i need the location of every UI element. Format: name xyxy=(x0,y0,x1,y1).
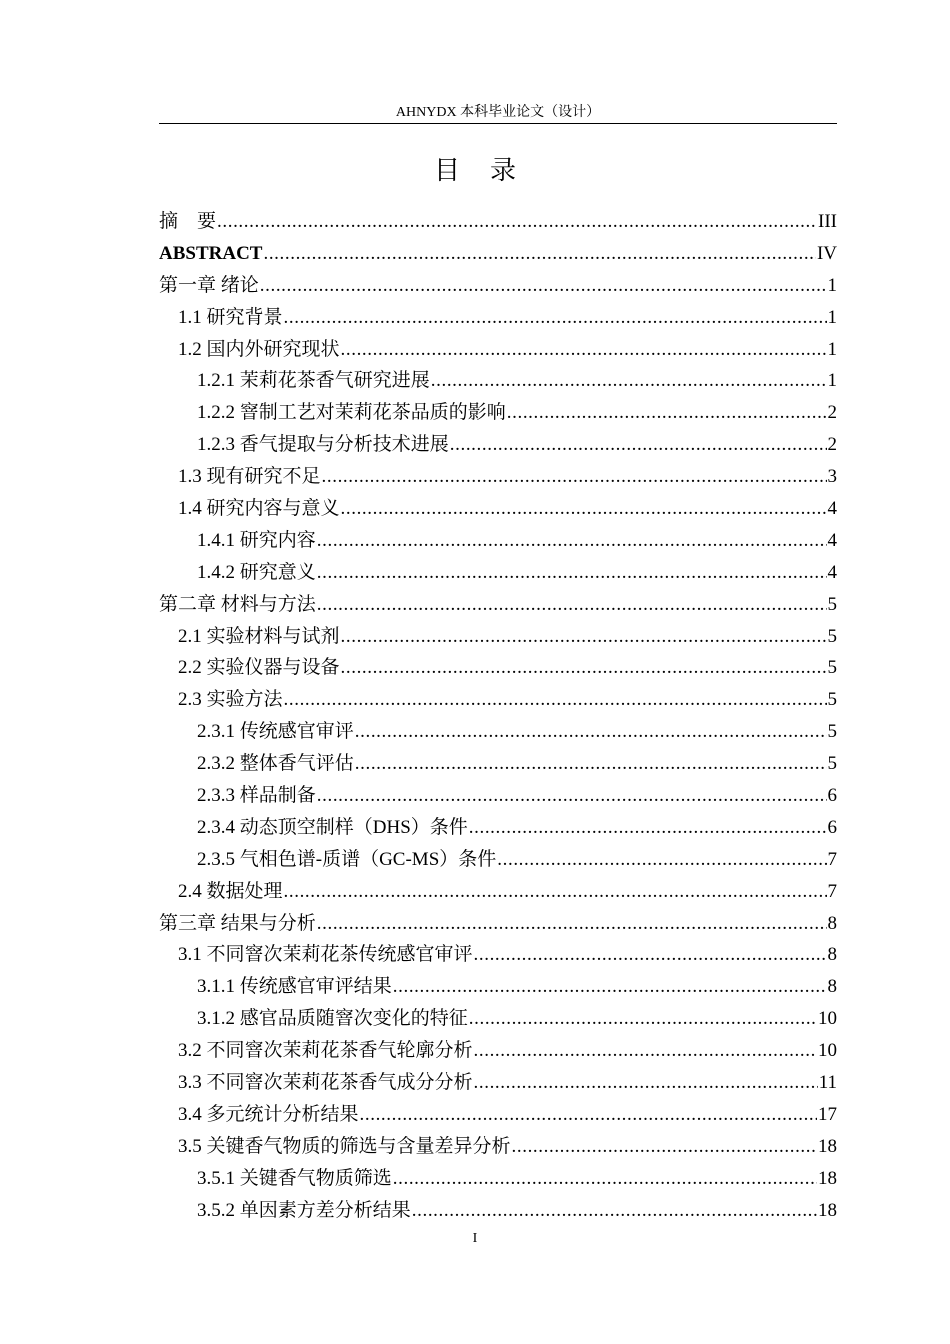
toc-entry-title: 2.4 数据处理 xyxy=(178,880,283,902)
toc-entry[interactable] xyxy=(159,908,837,940)
toc-leader-dots xyxy=(317,780,827,812)
toc-entry-title: 1.2 国内外研究现状 xyxy=(178,338,340,360)
toc-leader-dots xyxy=(284,684,827,716)
toc-entry-title: 第二章 材料与方法 xyxy=(159,593,316,615)
toc-entry-title: 2.3.5 气相色谱-质谱（GC-MS）条件 xyxy=(197,848,497,870)
toc-entry-page: 2 xyxy=(827,402,837,424)
toc-entry-title: 2.3.3 样品制备 xyxy=(197,785,316,807)
toc-entry[interactable] xyxy=(159,1003,837,1035)
toc-entry[interactable] xyxy=(159,365,837,397)
toc-entry-page: 2 xyxy=(827,434,837,456)
toc-entry-title: 2.2 实验仪器与设备 xyxy=(178,657,340,679)
toc-entry-title: 1.4.2 研究意义 xyxy=(197,561,316,583)
toc-leader-dots xyxy=(393,971,827,1003)
toc-leader-dots xyxy=(512,1131,817,1163)
toc-entry-page: 8 xyxy=(827,912,837,934)
toc-entry[interactable] xyxy=(159,684,837,716)
header-rule xyxy=(159,123,837,124)
toc-entry-title: 3.1 不同窨次茉莉花茶传统感官审评 xyxy=(178,944,473,966)
toc-entry[interactable] xyxy=(159,589,837,621)
toc-entry-title: 第三章 结果与分析 xyxy=(159,912,316,934)
toc-leader-dots xyxy=(355,716,827,748)
toc-entry-page: 8 xyxy=(827,944,837,966)
toc-entry-title: ABSTRACT xyxy=(159,242,263,264)
toc-leader-dots xyxy=(263,238,815,270)
toc-entry[interactable] xyxy=(159,780,837,812)
toc-entry[interactable] xyxy=(159,397,837,429)
toc-entry-page: 10 xyxy=(818,1008,837,1030)
toc-entry-title: 3.1.2 感官品质随窨次变化的特征 xyxy=(197,1008,468,1030)
toc-entry-title: 第一章 绪论 xyxy=(159,274,259,296)
toc-entry-page: 5 xyxy=(827,721,837,743)
toc-entry-page: 6 xyxy=(827,816,837,838)
toc-entry-title: 2.3.1 传统感官审评 xyxy=(197,721,354,743)
toc-entry-title: 3.5.2 单因素方差分析结果 xyxy=(197,1199,411,1221)
toc-entry-title: 3.5 关键香气物质的筛选与含量差异分析 xyxy=(178,1135,511,1157)
toc-leader-dots xyxy=(507,397,827,429)
toc-entry[interactable] xyxy=(159,493,837,525)
toc-entry[interactable] xyxy=(159,876,837,908)
toc-entry-title: 2.3.4 动态顶空制样（DHS）条件 xyxy=(197,816,468,838)
toc-entry-title: 3.2 不同窨次茉莉花茶香气轮廓分析 xyxy=(178,1040,473,1062)
toc-entry-page: 18 xyxy=(818,1167,837,1189)
toc-entry-page: 1 xyxy=(827,306,837,328)
toc-leader-dots xyxy=(497,844,826,876)
toc-entry-title: 1.2.1 茉莉花茶香气研究进展 xyxy=(197,370,430,392)
toc-leader-dots xyxy=(355,748,827,780)
toc-leader-dots xyxy=(317,589,827,621)
toc-entry-page: III xyxy=(818,211,837,232)
toc-entry-page: 11 xyxy=(818,1072,837,1094)
toc-entry[interactable] xyxy=(159,206,837,238)
toc-entry[interactable] xyxy=(159,716,837,748)
toc-entry-page: 7 xyxy=(827,848,837,870)
toc-entry-page: 4 xyxy=(827,561,837,583)
toc-entry-page: 6 xyxy=(827,785,837,807)
toc-entry[interactable] xyxy=(159,621,837,653)
toc-entry-page: 5 xyxy=(827,625,837,647)
toc-leader-dots xyxy=(284,876,827,908)
toc-leader-dots xyxy=(431,365,827,397)
toc-entry-page: 1 xyxy=(827,338,837,360)
toc-leader-dots xyxy=(469,812,827,844)
toc-leader-dots xyxy=(474,1035,817,1067)
toc-entry[interactable] xyxy=(159,844,837,876)
toc-entry-page: 18 xyxy=(818,1199,837,1221)
toc-entry[interactable] xyxy=(159,461,837,493)
toc-entry[interactable] xyxy=(159,557,837,589)
toc-entry-title: 2.3.2 整体香气评估 xyxy=(197,753,354,775)
toc-leader-dots xyxy=(322,461,827,493)
toc-title-right: 录 xyxy=(490,156,517,185)
toc-leader-dots xyxy=(284,302,827,334)
toc-entry-page: 5 xyxy=(827,657,837,679)
toc-entry[interactable] xyxy=(159,939,837,971)
toc-entry-page: 3 xyxy=(827,466,837,488)
toc-entry[interactable] xyxy=(159,238,837,270)
toc-entry-page: 5 xyxy=(827,689,837,711)
toc-entry-title: 2.3 实验方法 xyxy=(178,689,283,711)
toc-leader-dots xyxy=(450,429,827,461)
toc-entry[interactable] xyxy=(159,1035,837,1067)
toc-entry-page: 18 xyxy=(818,1135,837,1157)
page-number: I xyxy=(472,1231,478,1246)
toc-entry-title: 1.4.1 研究内容 xyxy=(197,529,316,551)
toc-entry-page: 1 xyxy=(827,274,837,296)
toc-entry[interactable] xyxy=(159,748,837,780)
toc-title-left: 目 xyxy=(433,156,460,185)
toc-leader-dots xyxy=(469,1003,817,1035)
toc-entry-title: 3.4 多元统计分析结果 xyxy=(178,1103,359,1125)
toc-entry[interactable] xyxy=(159,1195,837,1227)
toc-entry[interactable] xyxy=(159,812,837,844)
table-of-contents xyxy=(159,206,837,1227)
toc-entry-title: 1.1 研究背景 xyxy=(178,306,283,328)
toc-leader-dots xyxy=(412,1195,817,1227)
toc-entry[interactable] xyxy=(159,334,837,366)
toc-leader-dots xyxy=(341,493,827,525)
toc-leader-dots xyxy=(260,270,827,302)
toc-entry-title: 3.1.1 传统感官审评结果 xyxy=(197,976,392,998)
toc-entry-page: 7 xyxy=(827,880,837,902)
toc-entry[interactable] xyxy=(159,652,837,684)
toc-leader-dots xyxy=(393,1163,817,1195)
toc-entry[interactable] xyxy=(159,1067,837,1099)
toc-entry-title: 1.2.3 香气提取与分析技术进展 xyxy=(197,434,449,456)
toc-entry-title: 3.5.1 关键香气物质筛选 xyxy=(197,1167,392,1189)
toc-entry[interactable] xyxy=(159,1163,837,1195)
toc-entry-page: 10 xyxy=(818,1040,837,1062)
toc-entry-title: 3.3 不同窨次茉莉花茶香气成分分析 xyxy=(178,1072,473,1094)
toc-entry-page: 5 xyxy=(827,593,837,615)
toc-entry-title: 1.3 现有研究不足 xyxy=(178,466,321,488)
toc-entry[interactable] xyxy=(159,1131,837,1163)
toc-entry-title: 摘 要 xyxy=(159,211,217,232)
toc-leader-dots xyxy=(360,1099,817,1131)
toc-entry-title: 1.4 研究内容与意义 xyxy=(178,498,340,520)
toc-entry-page: 1 xyxy=(827,370,837,392)
toc-entry-page: 4 xyxy=(827,498,837,520)
toc-entry-title: 1.2.2 窨制工艺对茉莉花茶品质的影响 xyxy=(197,402,506,424)
toc-leader-dots xyxy=(317,525,827,557)
toc-entry-page: IV xyxy=(816,242,837,264)
running-header: AHNYDX 本科毕业论文（设计） xyxy=(395,105,601,120)
toc-entry[interactable] xyxy=(159,302,837,334)
toc-entry-page: 17 xyxy=(818,1103,837,1125)
toc-leader-dots xyxy=(317,557,827,589)
toc-entry[interactable] xyxy=(159,270,837,302)
toc-entry[interactable] xyxy=(159,1099,837,1131)
toc-leader-dots xyxy=(474,1067,818,1099)
toc-leader-dots xyxy=(217,206,817,238)
toc-entry-page: 8 xyxy=(827,976,837,998)
toc-entry[interactable] xyxy=(159,525,837,557)
toc-entry-page: 4 xyxy=(827,529,837,551)
toc-leader-dots xyxy=(317,908,827,940)
toc-leader-dots xyxy=(341,652,827,684)
toc-leader-dots xyxy=(341,621,827,653)
toc-entry[interactable] xyxy=(159,971,837,1003)
toc-entry-page: 5 xyxy=(827,753,837,775)
toc-title xyxy=(0,154,950,188)
toc-leader-dots xyxy=(474,939,827,971)
toc-entry-title: 2.1 实验材料与试剂 xyxy=(178,625,340,647)
toc-leader-dots xyxy=(341,334,827,366)
toc-entry[interactable] xyxy=(159,429,837,461)
